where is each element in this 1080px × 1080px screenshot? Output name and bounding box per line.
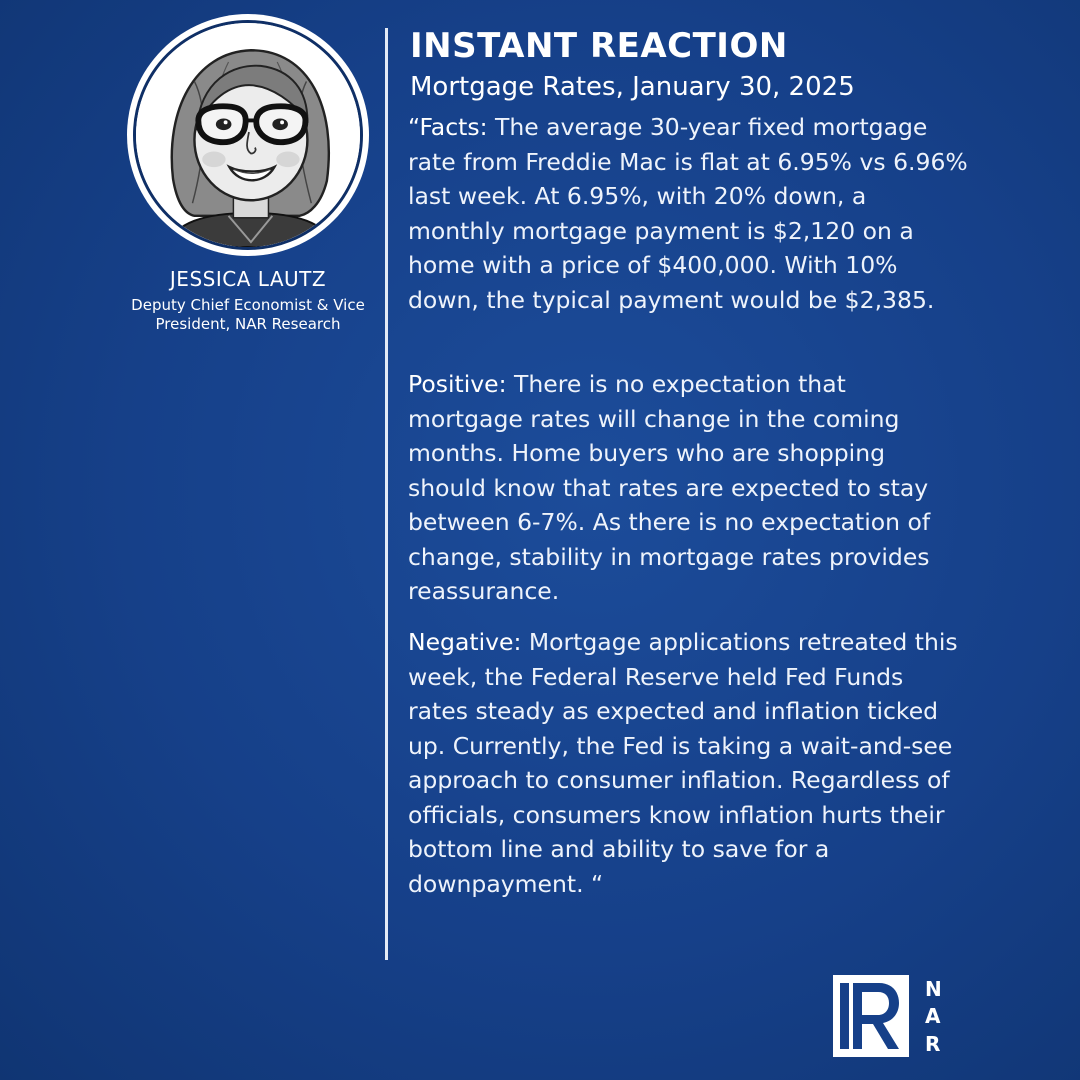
facts-text: The average 30-year fixed mortgage rate from Freddie Mac is flat at 6.95% vs 6.96% last week. At 6.95%, with 20% down, a monthly mortgage payment is $2,120 on a home with a price of $400,000. With 10% down, the typical payment would be $2,385. [408,113,968,314]
negative-paragraph [408,625,968,901]
logo-letter-n: N [925,977,942,1001]
author-portrait [133,20,363,250]
nar-logo [833,975,953,1059]
positive-paragraph [408,367,968,609]
logo-letter-a: A [925,1004,941,1028]
positive-text: There is no expectation that mortgage rates will change in the coming months. Home buyers who are shopping should know that rates are expected to stay between 6-7%. As there is no expectation of change, stability in mortgage rates provides reassurance. [408,370,931,605]
author-title: Deputy Chief Economist & Vice President, NAR Research [131,296,365,333]
facts-paragraph [408,110,968,317]
positive-label: Positive: [408,370,507,398]
subheadline: Mortgage Rates, January 30, 2025 [410,72,855,102]
vertical-divider [385,28,388,960]
headline: INSTANT REACTION [410,26,788,66]
negative-label: Negative: [408,628,522,656]
author-name: JESSICA LAUTZ [169,267,327,291]
facts-label: “Facts: [408,113,488,141]
logo-letter-r: R [925,1032,941,1056]
realtor-r-icon [833,975,909,1057]
negative-text: Mortgage applications retreated this week, the Federal Reserve held Fed Funds rates steady as expected and inflation ticked up. Currently, the Fed is taking a wait-and-see approach to consumer inflation. Regardless of officials, consumers know inflation hurts their bottom line and ability to save for a downpayment. “ [408,628,958,898]
